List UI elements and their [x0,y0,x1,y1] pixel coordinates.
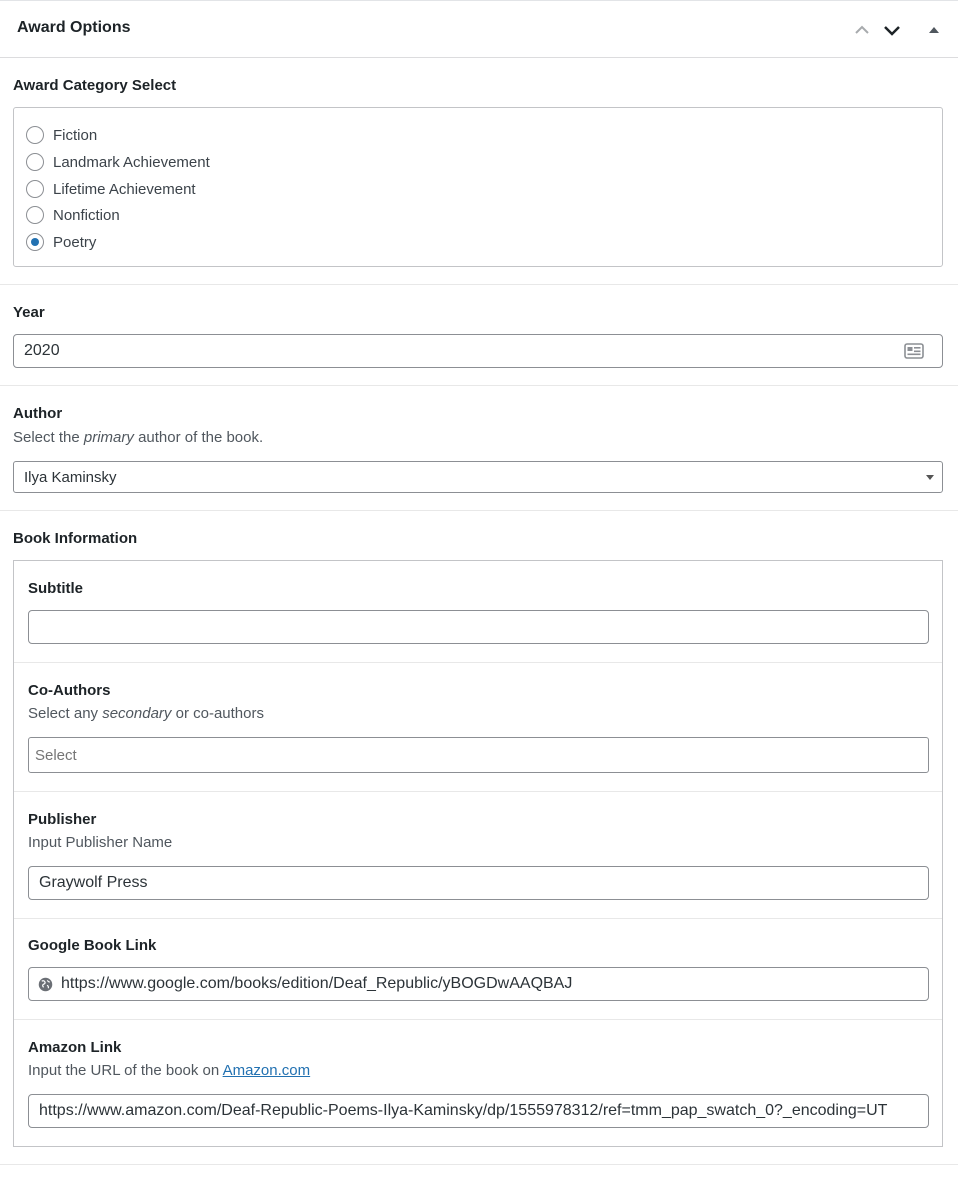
google-book-link-input[interactable] [28,967,929,1001]
award-category-radio-group [13,107,943,267]
field-divider [14,791,942,792]
section-divider [0,385,958,386]
radio-option-lifetime-achievement[interactable] [26,178,196,200]
amazon-link-input[interactable] [28,1094,929,1128]
google-book-link-label: Google Book Link [28,937,157,954]
amazon-link-label: Amazon Link [28,1039,122,1056]
radio-button[interactable] [26,153,44,171]
move-up-button[interactable] [850,18,874,42]
google-book-link-value: https://www.google.com/books/edition/Deaf_Republic/yBOGDwAAQBAJ [61,975,573,992]
amazon-link-description: Input the URL of the book on Amazon.com [28,1062,311,1079]
book-information-group [13,560,943,1147]
globe-icon [38,977,53,992]
co-authors-label: Co-Authors [28,682,111,699]
year-input[interactable] [13,334,943,368]
author-select[interactable] [13,461,943,493]
field-divider [14,918,942,919]
chevron-down-icon [880,18,904,42]
radio-button[interactable] [26,180,44,198]
dropdown-arrow-icon [926,475,934,480]
radio-label: Lifetime Achievement [53,180,196,198]
triangle-up-icon [922,18,946,42]
publisher-value: Graywolf Press [39,874,148,891]
section-divider [0,510,958,511]
subtitle-input[interactable] [28,610,929,644]
radio-label: Fiction [53,126,98,144]
field-divider [14,1019,942,1020]
radio-label: Nonfiction [53,206,120,224]
panel-title: Award Options [17,19,131,36]
publisher-description: Input Publisher Name [28,834,173,851]
chevron-up-icon [850,18,874,42]
author-label: Author [13,405,63,422]
book-information-label: Book Information [13,530,138,547]
radio-option-poetry[interactable] [26,231,96,253]
year-value: 2020 [24,342,60,359]
contact-card-icon [904,343,924,359]
radio-option-fiction[interactable] [26,124,97,146]
co-authors-description: Select any secondary or co-authors [28,705,264,722]
co-authors-select[interactable] [28,737,929,773]
radio-label: Landmark Achievement [53,153,210,171]
toggle-panel-button[interactable] [922,18,946,42]
field-divider [14,662,942,663]
publisher-input[interactable] [28,866,929,900]
amazon-link-value: https://www.amazon.com/Deaf-Republic-Poems-Ilya-Kaminsky/dp/1555978312/ref=tmm_pap_swatch_0?_encoding=UT [39,1102,888,1119]
radio-option-nonfiction[interactable] [26,204,120,226]
panel-header [0,0,958,58]
radio-button-checked[interactable] [26,233,44,251]
author-description: Select the primary author of the book. [13,429,264,446]
radio-button[interactable] [26,126,44,144]
co-authors-placeholder: Select [35,746,77,764]
year-label: Year [13,304,45,321]
section-divider [0,284,958,285]
publisher-label: Publisher [28,811,97,828]
radio-option-landmark-achievement[interactable] [26,151,210,173]
author-selected-value: Ilya Kaminsky [24,468,117,486]
radio-label: Poetry [53,233,97,251]
subtitle-label: Subtitle [28,580,83,597]
move-down-button[interactable] [880,18,904,42]
section-divider [0,1164,958,1165]
radio-button[interactable] [26,206,44,224]
award-category-label: Award Category Select [13,77,177,94]
amazon-website-link[interactable]: Amazon.com [222,1062,311,1079]
